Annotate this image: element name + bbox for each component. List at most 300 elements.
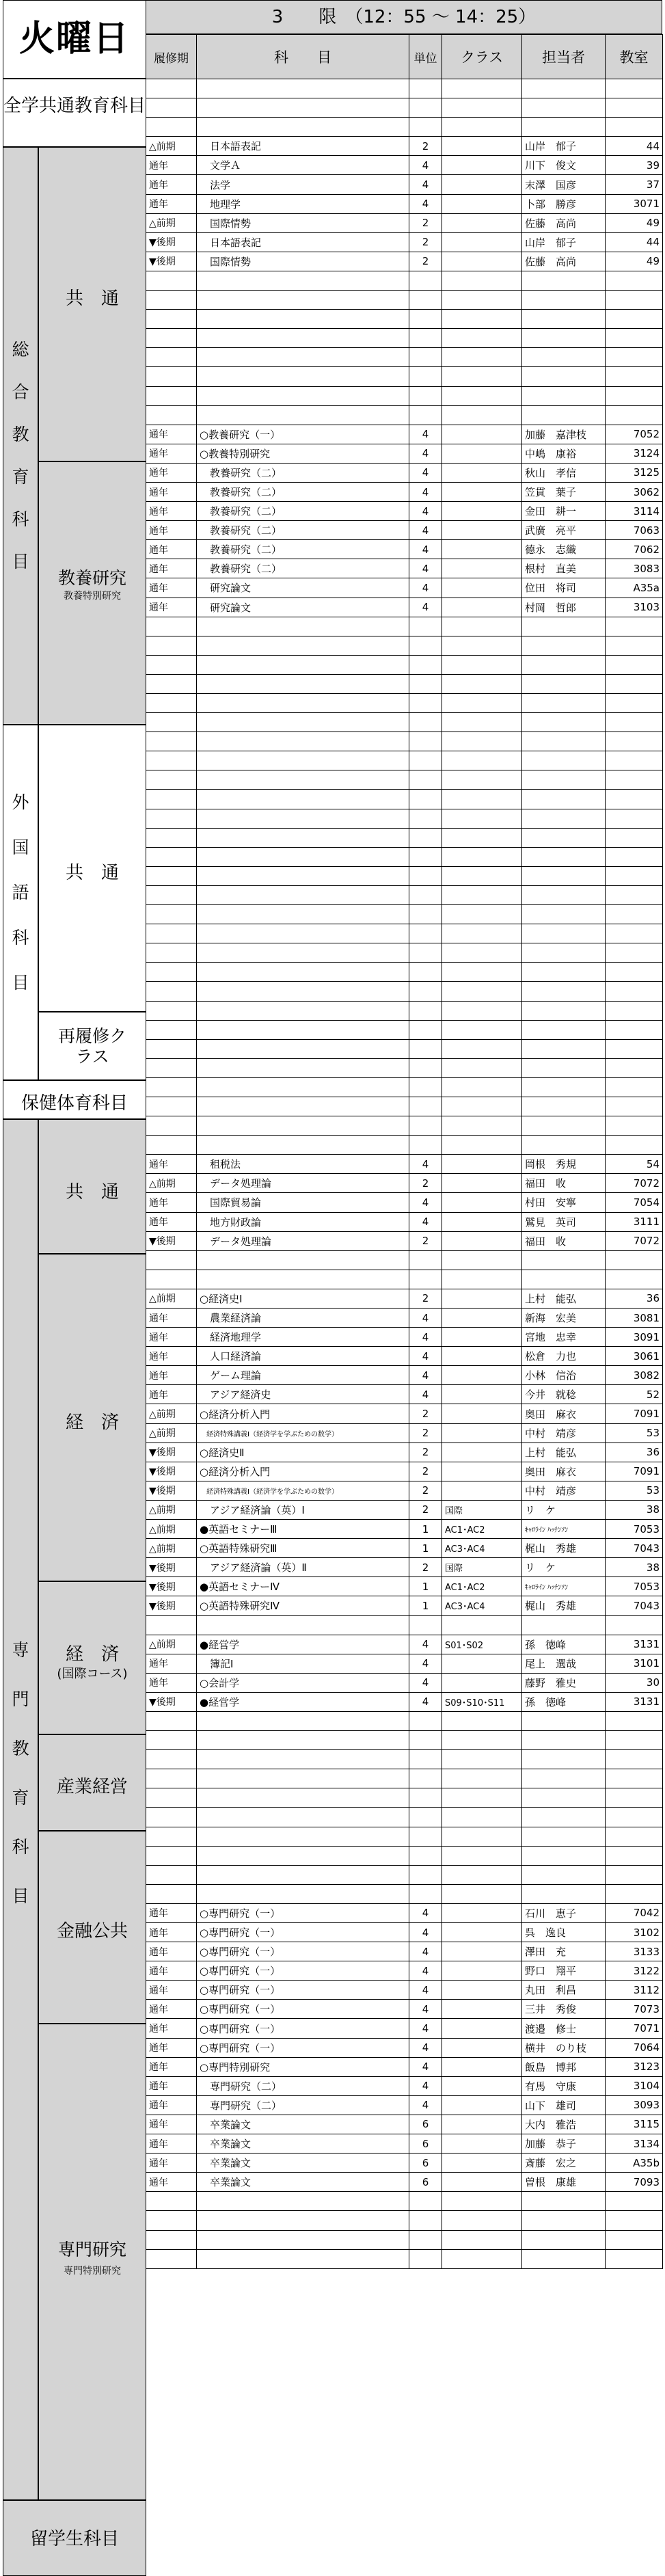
cell-teacher — [522, 982, 606, 1001]
cell-teacher: 飯島 博邦 — [522, 2057, 606, 2076]
cell-room — [606, 1884, 663, 1903]
cell-room — [606, 1116, 663, 1136]
table-row — [146, 636, 663, 655]
cell-units: 4 — [409, 578, 442, 598]
cell-teacher — [522, 118, 606, 137]
table-row — [146, 1481, 663, 1500]
cell-class: AC1･AC2 — [442, 1577, 522, 1596]
cell-term — [146, 386, 197, 405]
cell-class — [442, 310, 522, 329]
cell-teacher — [522, 98, 606, 118]
cell-class — [442, 828, 522, 847]
table-row — [146, 1443, 663, 1462]
cell-teacher: 丸田 利昌 — [522, 1981, 606, 2000]
cell-subject — [197, 809, 409, 828]
cell-term — [146, 1808, 197, 1827]
cell-subject: ○専門研究（一） — [197, 2019, 409, 2038]
cell-subject — [197, 1750, 409, 1769]
cell-teacher — [522, 924, 606, 943]
cell-class — [442, 2134, 522, 2154]
cell-teacher: 山岸 郁子 — [522, 137, 606, 156]
cell-room — [606, 1846, 663, 1865]
cell-teacher: 曽根 康雄 — [522, 2173, 606, 2192]
cell-subject — [197, 348, 409, 367]
cell-subject: 国際情勢 — [197, 252, 409, 271]
cell-subject: 租税法 — [197, 1155, 409, 1174]
table-row — [146, 2095, 663, 2115]
cell-class — [442, 963, 522, 982]
table-row — [146, 2019, 663, 2038]
cell-teacher: 梶山 秀雄 — [522, 1596, 606, 1615]
cell-term — [146, 770, 197, 790]
cell-class — [442, 386, 522, 405]
cell-teacher: 德永 志織 — [522, 540, 606, 559]
cell-teacher — [522, 386, 606, 405]
cell-room: 3071 — [606, 194, 663, 213]
cell-teacher — [522, 1250, 606, 1270]
cell-class — [442, 291, 522, 310]
cell-room: 7042 — [606, 1903, 663, 1922]
cell-room: 38 — [606, 1500, 663, 1519]
cell-units: 2 — [409, 1443, 442, 1462]
cell-subject: ○教養研究（一） — [197, 425, 409, 444]
cell-class — [442, 1711, 522, 1730]
cell-teacher: 尾上 選哉 — [522, 1654, 606, 1673]
cell-class — [442, 1155, 522, 1174]
cell-term: 通年 — [146, 2076, 197, 2095]
cell-units: 1 — [409, 1596, 442, 1615]
cell-term — [146, 2230, 197, 2249]
cell-units — [409, 1808, 442, 1827]
cell-subject: アジア経済史 — [197, 1385, 409, 1404]
cell-room: 7052 — [606, 425, 663, 444]
cell-units — [409, 751, 442, 770]
cell-room: 37 — [606, 175, 663, 194]
cell-term: 通年 — [146, 2115, 197, 2134]
cell-term — [146, 405, 197, 425]
cell-room — [606, 1827, 663, 1846]
cell-units — [409, 982, 442, 1001]
cell-room: 52 — [606, 1385, 663, 1404]
cell-room — [606, 694, 663, 713]
cell-subject: ○専門研究（一） — [197, 2000, 409, 2019]
cell-term: 通年 — [146, 1366, 197, 1385]
cell-term — [146, 790, 197, 809]
table-row — [146, 1769, 663, 1788]
cell-units: 4 — [409, 2000, 442, 2019]
cell-class — [442, 1212, 522, 1231]
cell-teacher — [522, 905, 606, 924]
cell-term — [146, 828, 197, 847]
cell-subject: 教養研究（二） — [197, 540, 409, 559]
table-row — [146, 598, 663, 617]
cell-teacher: 宮地 忠幸 — [522, 1328, 606, 1347]
cell-teacher — [522, 2192, 606, 2211]
cell-room — [606, 674, 663, 693]
cell-room — [606, 98, 663, 118]
cell-term: ▼後期 — [146, 1558, 197, 1577]
cell-teacher: 奥田 麻衣 — [522, 1404, 606, 1423]
table-row — [146, 1788, 663, 1808]
cell-teacher — [522, 1846, 606, 1865]
cell-term — [146, 636, 197, 655]
cell-class — [442, 175, 522, 194]
cell-term — [146, 1270, 197, 1289]
cell-subject: 人口経済論 — [197, 1347, 409, 1366]
cell-term: 通年 — [146, 1903, 197, 1922]
table-row — [146, 1827, 663, 1846]
table-row — [146, 2076, 663, 2095]
cell-room — [606, 1270, 663, 1289]
cell-term: 通年 — [146, 1212, 197, 1231]
cell-teacher: 根村 直美 — [522, 559, 606, 578]
table-row — [146, 1865, 663, 1884]
cell-class — [442, 156, 522, 175]
cell-term — [146, 943, 197, 963]
cell-class — [442, 1865, 522, 1884]
cell-teacher — [522, 1001, 606, 1020]
cell-room: 7063 — [606, 521, 663, 540]
cell-subject — [197, 885, 409, 904]
cell-subject — [197, 982, 409, 1001]
cell-class — [442, 1903, 522, 1922]
cell-teacher: 中村 靖彦 — [522, 1481, 606, 1500]
cell-units: 4 — [409, 598, 442, 617]
cell-class — [442, 1116, 522, 1136]
cell-term: 通年 — [146, 482, 197, 501]
table-row — [146, 1577, 663, 1596]
cell-class — [442, 1289, 522, 1308]
table-row — [146, 252, 663, 271]
cell-term — [146, 1884, 197, 1903]
cell-class — [442, 1615, 522, 1635]
table-row — [146, 1193, 663, 1212]
cell-teacher — [522, 1116, 606, 1136]
cell-subject — [197, 386, 409, 405]
cell-term: ▼後期 — [146, 252, 197, 271]
cell-units — [409, 828, 442, 847]
cell-teacher: 松倉 力也 — [522, 1347, 606, 1366]
cell-subject: ○経済史Ⅱ — [197, 1443, 409, 1462]
cell-term: 通年 — [146, 463, 197, 482]
cell-room: 7043 — [606, 1539, 663, 1558]
cell-units: 4 — [409, 2038, 442, 2057]
cell-units — [409, 1769, 442, 1788]
cell-term — [146, 1827, 197, 1846]
cell-subject — [197, 271, 409, 290]
cell-subject — [197, 1788, 409, 1808]
cell-room — [606, 2192, 663, 2211]
cell-term: 通年 — [146, 425, 197, 444]
cell-class — [442, 732, 522, 751]
table-row — [146, 732, 663, 751]
cell-class — [442, 1423, 522, 1443]
cell-subject: 経済特殊講義Ⅰ（経済学を学ぶための数学） — [197, 1481, 409, 1500]
cell-teacher — [522, 1097, 606, 1116]
cell-units — [409, 732, 442, 751]
cell-term — [146, 694, 197, 713]
cell-subject: ゲーム理論 — [197, 1366, 409, 1385]
cell-teacher — [522, 1865, 606, 1884]
cell-term — [146, 1750, 197, 1769]
cell-units — [409, 2249, 442, 2268]
table-row — [146, 1673, 663, 1692]
cell-units — [409, 1827, 442, 1846]
cell-subject: ○経済史Ⅰ — [197, 1289, 409, 1308]
cell-class — [442, 2249, 522, 2268]
table-row — [146, 1635, 663, 1654]
cell-subject: ○教養特別研究 — [197, 444, 409, 463]
cell-room: 3091 — [606, 1328, 663, 1347]
cell-room — [606, 2211, 663, 2230]
table-row — [146, 175, 663, 194]
cell-subject: ●英語セミナーⅣ — [197, 1577, 409, 1596]
table-row — [146, 271, 663, 290]
cell-room — [606, 1001, 663, 1020]
cell-class — [442, 1077, 522, 1097]
cat-senmon-kenkyu: 専門研究 専門特別研究 — [38, 2024, 146, 2500]
cell-units: 4 — [409, 1923, 442, 1942]
cell-class — [442, 2095, 522, 2115]
cell-term: 通年 — [146, 156, 197, 175]
cell-class — [442, 1961, 522, 1981]
cell-teacher: 新海 宏美 — [522, 1309, 606, 1328]
cat-sangyo: 産業経営 — [38, 1734, 146, 1831]
cell-teacher: 卜部 勝彦 — [522, 194, 606, 213]
cell-units — [409, 1116, 442, 1136]
cell-class — [442, 1328, 522, 1347]
cell-teacher: 末澤 国彦 — [522, 175, 606, 194]
cell-subject: ○専門研究（一） — [197, 1942, 409, 1961]
cell-teacher — [522, 310, 606, 329]
cell-units: 2 — [409, 232, 442, 252]
cell-teacher — [522, 828, 606, 847]
cell-teacher — [522, 1711, 606, 1730]
cell-room: 39 — [606, 156, 663, 175]
cell-subject — [197, 2211, 409, 2230]
cell-room — [606, 1097, 663, 1116]
cell-class — [442, 1001, 522, 1020]
cell-teacher: 川下 俊文 — [522, 156, 606, 175]
cell-teacher: 村田 安寧 — [522, 1193, 606, 1212]
cat-rireki: 再履修クラス — [38, 1012, 146, 1080]
cell-subject: 研究論文 — [197, 578, 409, 598]
cell-teacher — [522, 271, 606, 290]
table-row — [146, 1058, 663, 1077]
cell-units — [409, 1001, 442, 1020]
cell-teacher — [522, 2230, 606, 2249]
cell-class — [442, 885, 522, 904]
cell-class — [442, 694, 522, 713]
cell-teacher — [522, 847, 606, 866]
cell-term: ▼後期 — [146, 1596, 197, 1615]
cell-class — [442, 118, 522, 137]
cell-teacher: 岡根 秀規 — [522, 1155, 606, 1174]
table-row — [146, 444, 663, 463]
cell-term — [146, 1769, 197, 1788]
cell-teacher: 福田 收 — [522, 1231, 606, 1250]
cell-units — [409, 1711, 442, 1730]
cell-class — [442, 1750, 522, 1769]
cell-class — [442, 1942, 522, 1961]
cell-units: 4 — [409, 1193, 442, 1212]
table-row — [146, 943, 663, 963]
table-row — [146, 1846, 663, 1865]
cell-teacher — [522, 1270, 606, 1289]
cell-subject: 地理学 — [197, 194, 409, 213]
cell-units: 4 — [409, 1385, 442, 1404]
cell-subject — [197, 770, 409, 790]
cell-term — [146, 1711, 197, 1730]
cell-class — [442, 2211, 522, 2230]
table-row — [146, 1404, 663, 1423]
cell-teacher: 有馬 守康 — [522, 2076, 606, 2095]
cell-teacher: 澤田 充 — [522, 1942, 606, 1961]
cell-term — [146, 1058, 197, 1077]
cat-sogo-label: 総 合 教 育 科 目 — [12, 340, 29, 572]
cell-room — [606, 866, 663, 885]
cell-room — [606, 329, 663, 348]
cell-teacher: 佐藤 高尚 — [522, 213, 606, 232]
cell-room — [606, 617, 663, 636]
col-units: 単位 — [409, 35, 442, 79]
cell-teacher: 上村 能弘 — [522, 1289, 606, 1308]
cell-subject — [197, 1136, 409, 1155]
cell-subject — [197, 828, 409, 847]
cell-teacher: 鷲見 英司 — [522, 1212, 606, 1231]
cell-class: 国際 — [442, 1558, 522, 1577]
cell-class — [442, 1788, 522, 1808]
cell-units: 4 — [409, 1309, 442, 1328]
cell-term: 通年 — [146, 2019, 197, 2038]
cell-units: 4 — [409, 2019, 442, 2038]
cell-term — [146, 905, 197, 924]
cell-class — [442, 617, 522, 636]
cat-senmon-label: 専 門 教 育 科 目 — [12, 1640, 29, 1906]
table-row — [146, 156, 663, 175]
cell-class — [442, 924, 522, 943]
cell-teacher: 今井 就稔 — [522, 1385, 606, 1404]
cell-subject — [197, 713, 409, 732]
table-row — [146, 1981, 663, 2000]
cell-units: 4 — [409, 1981, 442, 2000]
cell-units: 2 — [409, 1500, 442, 1519]
cell-term — [146, 329, 197, 348]
cell-subject: 国際情勢 — [197, 213, 409, 232]
cell-units — [409, 1270, 442, 1289]
table-row — [146, 790, 663, 809]
cell-units: 2 — [409, 252, 442, 271]
cell-teacher — [522, 1769, 606, 1788]
cell-term: ▼後期 — [146, 1462, 197, 1481]
cell-subject — [197, 2249, 409, 2268]
cell-room — [606, 1750, 663, 1769]
cell-class — [442, 2154, 522, 2173]
cell-class — [442, 1193, 522, 1212]
table-row — [146, 1942, 663, 1961]
cell-term: 通年 — [146, 444, 197, 463]
cell-units: 4 — [409, 1347, 442, 1366]
table-row — [146, 1328, 663, 1347]
cell-room — [606, 1039, 663, 1058]
table-row — [146, 1001, 663, 1020]
table-row — [146, 232, 663, 252]
cell-subject: 地方財政論 — [197, 1212, 409, 1231]
cell-room: 7072 — [606, 1231, 663, 1250]
cell-room — [606, 1731, 663, 1750]
table-row — [146, 770, 663, 790]
cat-kyoyo: 教養研究 教養特別研究 — [38, 461, 146, 725]
cell-term: 通年 — [146, 1309, 197, 1328]
cat-ryugaku: 留学生科目 — [3, 2500, 146, 2576]
cell-subject: データ処理論 — [197, 1231, 409, 1250]
cell-room: 3083 — [606, 559, 663, 578]
cell-term: ▼後期 — [146, 1692, 197, 1711]
cell-teacher: 三井 秀俊 — [522, 2000, 606, 2019]
table-row — [146, 809, 663, 828]
col-room: 教室 — [606, 35, 663, 79]
cell-room — [606, 770, 663, 790]
cell-term — [146, 291, 197, 310]
table-row — [146, 2249, 663, 2268]
cell-room — [606, 1769, 663, 1788]
cell-teacher: 孫 徳峰 — [522, 1635, 606, 1654]
cell-room: 7073 — [606, 2000, 663, 2019]
cell-class — [442, 578, 522, 598]
cell-class — [442, 559, 522, 578]
cell-subject: 教養研究（二） — [197, 502, 409, 521]
cell-subject: 卒業論文 — [197, 2134, 409, 2154]
cell-term: 通年 — [146, 1981, 197, 2000]
cell-subject: 日本語表記 — [197, 137, 409, 156]
cell-teacher: 梶山 秀雄 — [522, 1539, 606, 1558]
cell-class — [442, 713, 522, 732]
cell-term — [146, 310, 197, 329]
cell-units: 4 — [409, 1155, 442, 1174]
cell-term: 通年 — [146, 559, 197, 578]
cell-units — [409, 655, 442, 674]
cat-senmon-kyotsu: 共 通 — [38, 1119, 146, 1254]
cell-room: 3102 — [606, 1923, 663, 1942]
cell-class — [442, 540, 522, 559]
table-row — [146, 1539, 663, 1558]
cell-subject: アジア経済論（英）Ⅰ — [197, 1500, 409, 1519]
table-row — [146, 521, 663, 540]
cell-room — [606, 924, 663, 943]
cell-class — [442, 2230, 522, 2249]
cell-term: △前期 — [146, 1423, 197, 1443]
cat-keizai: 経 済 — [38, 1254, 146, 1581]
cell-class: AC3･AC4 — [442, 1596, 522, 1615]
cell-term — [146, 732, 197, 751]
cell-class — [442, 2019, 522, 2038]
cell-room — [606, 751, 663, 770]
table-row — [146, 1884, 663, 1903]
cell-units — [409, 386, 442, 405]
cell-term — [146, 924, 197, 943]
cell-subject — [197, 2230, 409, 2249]
cell-teacher — [522, 885, 606, 904]
table-row — [146, 1309, 663, 1328]
cell-class — [442, 2192, 522, 2211]
table-row — [146, 847, 663, 866]
cell-teacher — [522, 1788, 606, 1808]
cell-room — [606, 291, 663, 310]
cell-term: ▼後期 — [146, 232, 197, 252]
cell-room — [606, 2230, 663, 2249]
cell-class: 国際 — [442, 1500, 522, 1519]
cell-class — [442, 2076, 522, 2095]
